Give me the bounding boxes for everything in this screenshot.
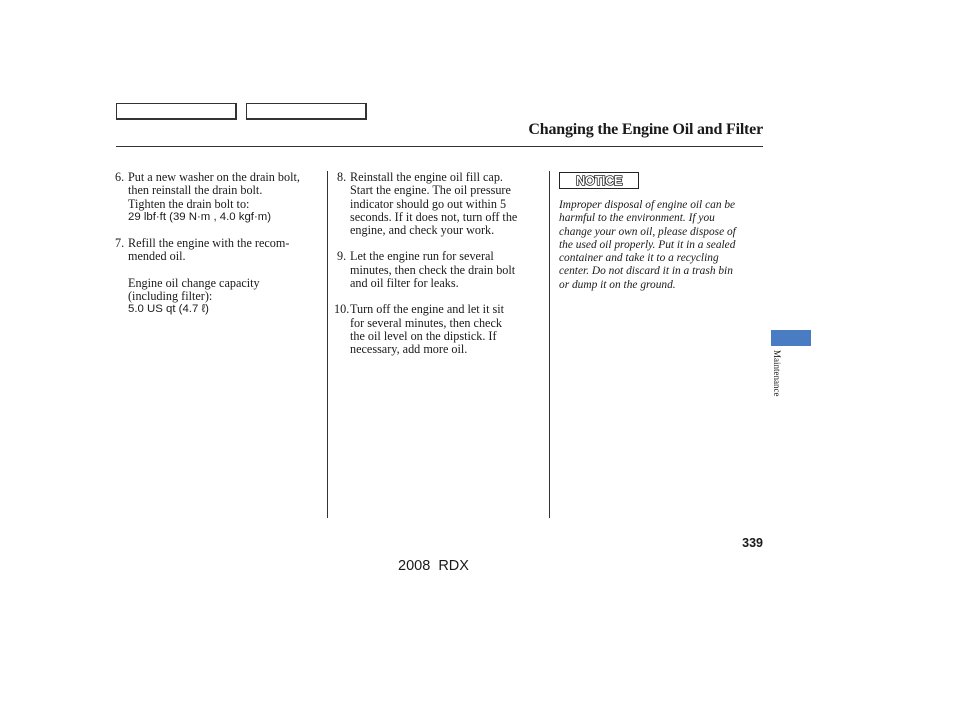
column-3 bbox=[559, 171, 764, 292]
notice-line: center. Do not discard it in a trash bin bbox=[559, 265, 733, 278]
notice-badge bbox=[559, 172, 639, 189]
step-text-line: mended oil. bbox=[128, 249, 186, 264]
notice-text bbox=[559, 199, 764, 292]
capacity-label-line: Engine oil change capacity bbox=[128, 275, 260, 290]
step-text-line: the oil level on the dipstick. If bbox=[350, 328, 497, 343]
title-divider bbox=[116, 146, 763, 147]
notice-line: container and take it to a recycling bbox=[559, 252, 719, 265]
step-text-line: Reinstall the engine oil fill cap. bbox=[350, 170, 503, 184]
capacity-value: 5.0 US qt (4.7 ℓ) bbox=[128, 303, 209, 316]
column-1 bbox=[115, 171, 327, 330]
step-text-line: for several minutes, then check bbox=[350, 315, 502, 330]
section-tab-marker[interactable] bbox=[771, 330, 811, 346]
step-number: 9. bbox=[337, 249, 347, 264]
step-number: 7. bbox=[115, 236, 125, 251]
step-text-line: then reinstall the drain bolt. bbox=[128, 183, 263, 198]
notice-line: the used oil properly. Put it in a sealed bbox=[559, 238, 736, 251]
step-text-line: Put a new washer on the drain bolt, bbox=[128, 170, 300, 184]
notice-line: change your own oil, please dispose of bbox=[559, 225, 736, 238]
step-text-line: Let the engine run for several bbox=[350, 249, 494, 264]
step-text-line: indicator should go out within 5 bbox=[350, 196, 507, 211]
column-2 bbox=[335, 171, 545, 370]
notice-line: harmful to the environment. If you bbox=[559, 212, 715, 225]
notice-line: Improper disposal of engine oil can be bbox=[559, 199, 736, 211]
next-page-button[interactable] bbox=[246, 103, 367, 120]
step-text-line: and oil filter for leaks. bbox=[350, 276, 459, 291]
section-tab-label: Maintenance bbox=[772, 350, 782, 397]
column-divider-2 bbox=[549, 171, 550, 518]
step-text-line: necessary, add more oil. bbox=[350, 342, 468, 357]
step-text-line: engine, and check your work. bbox=[350, 223, 495, 238]
page-number: 339 bbox=[742, 536, 763, 550]
step-text-line: Start the engine. The oil pressure bbox=[350, 183, 511, 198]
step-number: 10. bbox=[334, 302, 350, 317]
step-text-line: Refill the engine with the recom- bbox=[128, 236, 290, 251]
page-title: Changing the Engine Oil and Filter bbox=[528, 121, 763, 138]
step-text-line: seconds. If it does not, turn off the bbox=[350, 209, 518, 224]
step-6 bbox=[115, 171, 327, 224]
step-text-line: minutes, then check the drain bolt bbox=[350, 262, 516, 277]
step-number: 8. bbox=[337, 170, 347, 184]
capacity-label-line: (including filter): bbox=[128, 289, 213, 304]
step-text-line: Turn off the engine and let it sit bbox=[350, 302, 505, 317]
step-9 bbox=[335, 250, 545, 290]
model-label: 2008 RDX bbox=[398, 558, 469, 574]
step-8 bbox=[335, 171, 545, 237]
notice-label: NOTICE bbox=[575, 172, 623, 188]
step-text-line: Tighten the drain bolt to: bbox=[128, 196, 250, 211]
step-10 bbox=[335, 303, 545, 356]
step-7 bbox=[115, 237, 327, 316]
column-divider-1 bbox=[327, 171, 328, 518]
step-number: 6. bbox=[115, 170, 125, 184]
torque-spec: 29 lbf·ft (39 N·m , 4.0 kgf·m) bbox=[128, 210, 272, 223]
previous-page-button[interactable] bbox=[116, 103, 237, 120]
notice-line: or dump it on the ground. bbox=[559, 278, 676, 291]
